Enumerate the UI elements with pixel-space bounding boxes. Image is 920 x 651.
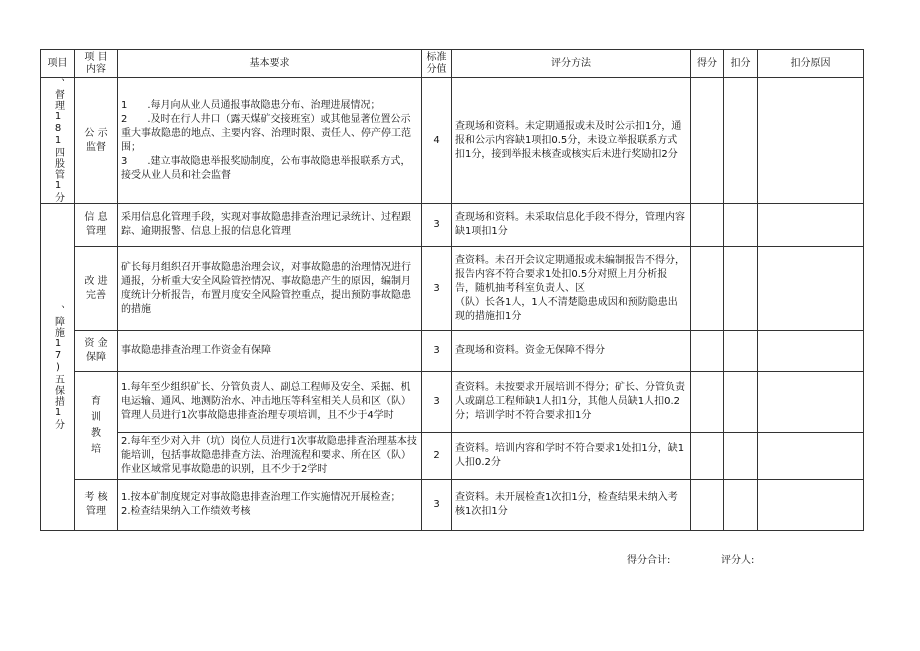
- header-row: [41, 50, 864, 78]
- deduction-input-cell[interactable]: [724, 480, 758, 531]
- reason-input-cell[interactable]: [758, 372, 864, 433]
- deduction-input-cell[interactable]: [724, 78, 758, 204]
- reason-input-cell[interactable]: [758, 204, 864, 247]
- score-input-cell[interactable]: [691, 247, 724, 331]
- deduction-input-cell[interactable]: [724, 247, 758, 331]
- table-row: [41, 331, 864, 372]
- method-cell: 查现场和资料。资金无保障不得分: [452, 331, 691, 372]
- table-row: [41, 372, 864, 433]
- score-input-cell[interactable]: [691, 433, 724, 480]
- reason-input-cell[interactable]: [758, 78, 864, 204]
- scoring-table: [40, 49, 864, 531]
- requirement-cell: 采用信息化管理手段，实现对事故隐患排查治理记录统计、过程跟踪、逾期报警、信息上报的信息化管理: [118, 204, 422, 247]
- content-cell: 公 示 监督: [75, 78, 118, 204]
- standard-score-cell: 3: [422, 480, 452, 531]
- group-label-cell: [41, 204, 75, 531]
- group-label: 、障施17)五保措1分: [52, 304, 64, 430]
- header-content: 项 目 内容: [75, 50, 118, 78]
- header-item: 项目: [41, 50, 75, 78]
- header-standard-score: 标准 分值: [422, 50, 452, 78]
- content-cell: 改 进 完善: [75, 247, 118, 331]
- standard-score-cell: 3: [422, 204, 452, 247]
- standard-score-cell: 4: [422, 78, 452, 204]
- content-cell: 考 核 管理: [75, 480, 118, 531]
- requirement-cell: 1.每年至少组织矿长、分管负责人、副总工程师及安全、采掘、机电运输、通风、地测防治水、冲击地压等科室相关人员和区（队）管理人员进行1次事故隐患排查治理专项培训，且不少于4学时: [118, 372, 422, 433]
- reason-input-cell[interactable]: [758, 247, 864, 331]
- standard-score-cell: 3: [422, 372, 452, 433]
- score-input-cell[interactable]: [691, 204, 724, 247]
- reason-input-cell[interactable]: [758, 480, 864, 531]
- standard-score-cell: 2: [422, 433, 452, 480]
- table-row: [41, 247, 864, 331]
- header-deduction: 扣分: [724, 50, 758, 78]
- method-cell: 查资料。培训内容和学时不符合要求1处扣1分，缺1人扣0.2分: [452, 433, 691, 480]
- header-requirement: 基本要求: [118, 50, 422, 78]
- group-label: 、督理181四股管1分: [52, 78, 64, 203]
- table-row: [41, 204, 864, 247]
- method-cell: 查现场和资料。未定期通报或未及时公示扣1分，通报和公示内容缺1项扣0.5分，未设立举报联系方式扣1分，接到举报未核查或核实后未进行奖励扣2分: [452, 78, 691, 204]
- deduction-input-cell[interactable]: [724, 204, 758, 247]
- method-cell: 查资料。未按要求开展培训不得分；矿长、分管负责人或副总工程师缺1人扣1分，其他人员缺1人扣0.2分；培训学时不符合要求扣1分: [452, 372, 691, 433]
- score-input-cell[interactable]: [691, 372, 724, 433]
- method-cell: 查现场和资料。未采取信息化手段不得分，管理内容缺1项扣1分: [452, 204, 691, 247]
- requirement-cell: 矿长每月组织召开事故隐患治理会议，对事故隐患的治理情况进行通报，分析重大安全风险管控情况、事故隐患产生的原因，编制月度统计分析报告，布置月度安全风险管控重点，提出预防事故隐患的措施: [118, 247, 422, 331]
- scorer-label: 评分人:: [721, 555, 755, 566]
- deduction-input-cell[interactable]: [724, 433, 758, 480]
- requirement-cell: 1 .每月向从业人员通报事故隐患分布、治理进展情况； 2 .及时在行人井口（露天煤矿交接班室）或其他显著位置公示重大事故隐患的地点、主要内容、治理时限、责任人、停产停工范围； 3 .建立事故隐患举报奖励制度，公布事故隐患举报联系方式，接受从业人员和社会监督: [118, 78, 422, 204]
- deduction-input-cell[interactable]: [724, 372, 758, 433]
- standard-score-cell: 3: [422, 247, 452, 331]
- standard-score-cell: 3: [422, 331, 452, 372]
- group-label-cell: [41, 78, 75, 204]
- requirement-cell: 事故隐患排查治理工作资金有保障: [118, 331, 422, 372]
- reason-input-cell[interactable]: [758, 331, 864, 372]
- method-cell: 查资料。未开展检查1次扣1分，检查结果未纳入考核1次扣1分: [452, 480, 691, 531]
- header-method: 评分方法: [452, 50, 691, 78]
- table-row: [41, 480, 864, 531]
- reason-input-cell[interactable]: [758, 433, 864, 480]
- table-row: [41, 433, 864, 480]
- content-cell: 育 训 教 培: [75, 372, 118, 480]
- score-input-cell[interactable]: [691, 480, 724, 531]
- table-row: [41, 78, 864, 204]
- total-score-label: 得分合计:: [627, 555, 671, 566]
- method-cell: 查资料。未召开会议定期通报或未编制报告不得分，报告内容不符合要求1处扣0.5分对照上月分析报告，随机抽考科室负责人、区 （队）长各1人，1人不清楚隐患成因和预防隐患出现的措施扣1分: [452, 247, 691, 331]
- header-score: 得分: [691, 50, 724, 78]
- score-input-cell[interactable]: [691, 78, 724, 204]
- header-reason: 扣分原因: [758, 50, 864, 78]
- deduction-input-cell[interactable]: [724, 331, 758, 372]
- content-cell: 资 金 保障: [75, 331, 118, 372]
- content-cell: 信 息 管理: [75, 204, 118, 247]
- requirement-cell: 1.按本矿制度规定对事故隐患排查治理工作实施情况开展检查； 2.检查结果纳入工作绩效考核: [118, 480, 422, 531]
- requirement-cell: 2.每年至少对入井（坑）岗位人员进行1次事故隐患排查治理基本技能培训，包括事故隐患排查方法、治理流程和要求、所在区（队）作业区域常见事故隐患的识别，且不少于2学时: [118, 433, 422, 480]
- score-input-cell[interactable]: [691, 331, 724, 372]
